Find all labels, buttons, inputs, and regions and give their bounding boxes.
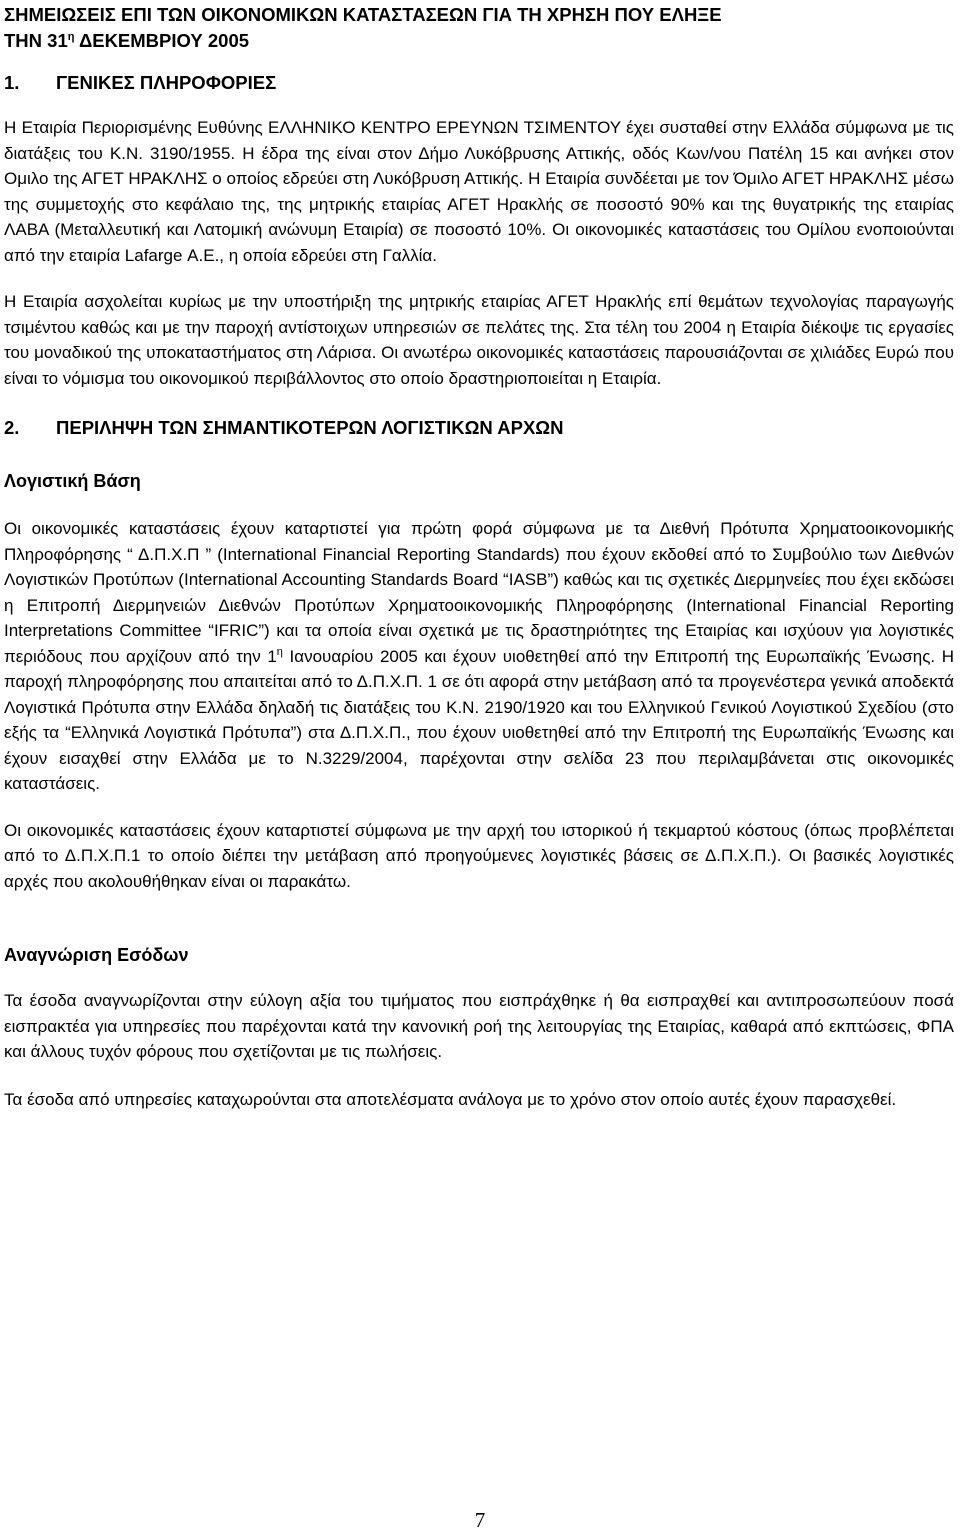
document-page: [4, 0, 954, 1112]
section-2-paragraph-2: Οι οικονομικές καταστάσεις έχουν καταρτιστεί σύμφωνα με την αρχή του ιστορικού ή τεκμαρτού κόστους (όπως προβλέπεται από το Δ.Π.Χ.Π.1 το οποίο διέπει την μετάβαση από προηγούμενες λογιστικές βάσεις σε Δ.Π.Χ.Π.). Οι βασικές λογιστικές αρχές που ακολουθήθηκαν είναι οι παρακάτω.: [4, 820, 954, 891]
subheading-revenue-recognition: Αναγνώριση Εσόδων: [4, 945, 189, 965]
section-2-heading: [4, 415, 954, 441]
title-line-2-suffix: ΔΕΚΕΜΒΡΙΟΥ 2005: [74, 30, 250, 51]
section-2-paragraph-3: Τα έσοδα αναγνωρίζονται στην εύλογη αξία του τιμήματος που εισπράχθηκε ή θα εισπραχθεί και αντιπροσωπεύουν ποσά εισπρακτέα για υπηρεσίες που παρέχονται κατά την κανονική ροή της λειτουργίας της Εταιρίας, καθαρά από εκπτώσεις, ΦΠΑ και άλλους τυχόν φόρους που σχετίζονται με τις πωλήσεις.: [4, 991, 954, 1061]
title-line-1: ΣΗΜΕΙΩΣΕΙΣ ΕΠΙ ΤΩΝ ΟΙΚΟΝΟΜΙΚΩΝ ΚΑΤΑΣΤΑΣΕΩΝ ΓΙΑ ΤΗ ΧΡΗΣΗ ΠΟΥ ΕΛΗΞΕ: [4, 4, 722, 25]
section-1-paragraph-1: Η Εταιρία Περιορισμένης Ευθύνης ΕΛΛΗΝΙΚΟ ΚΕΝΤΡΟ ΕΡΕΥΝΩΝ ΤΣΙΜΕΝΤΟΥ έχει συσταθεί στην Ελλάδα σύμφωνα με τις διατάξεις του Κ.Ν. 3190/1955. Η έδρα της είναι στον Δήμο Λυκόβρυσης Αττικής, οδός Κων/νου Πατέλη 15 και ανήκει στον Ομιλο της ΑΓΕΤ ΗΡΑΚΛΗΣ ο οποίος εδρεύει στη Λυκόβρυση Αττικής. Η Εταιρία συνδέεται με τον Όμιλο ΑΓΕΤ ΗΡΑΚΛΗΣ μέσω της συμμετοχής στο κεφάλαιο της, της μητρικής εταιρίας ΑΓΕΤ Ηρακλής σε ποσοστό 90% και της θυγατρικής της εταιρίας ΛΑΒΑ (Μεταλλευτική και Λατομική ανώνυμη Εταιρία) σε ποσοστό 10%. Οι οικονομικές καταστάσεις του Ομίλου ενοποιούνται από την εταιρία Lafarge Α.Ε., η οποία εδρεύει στη Γαλλία.: [4, 118, 954, 265]
section-1-title: ΓΕΝΙΚΕΣ ΠΛΗΡΟΦΟΡΙΕΣ: [56, 72, 277, 93]
section-1-paragraph-2: Η Εταιρία ασχολείται κυρίως με την υποστήριξη της μητρικής εταιρίας ΑΓΕΤ Ηρακλής επί θεμάτων τεχνολογίας παραγωγής τσιμέντου καθώς και με την παροχή αντίστοιχων υπηρεσιών σε πελάτες της. Στα τέλη του 2004 η Εταιρία διέκοψε τις εργασίες του μοναδικού της υποκαταστήματος στη Λάρισα. Οι ανωτέρω οικονομικές καταστάσεις παρουσιάζονται σε χιλιάδες Ευρώ που είναι το νόμισμα του οικονομικού περιβάλλοντος στο οποίο δραστηριοποιείται η Εταιρία.: [4, 292, 954, 388]
section-2-title: ΠΕΡΙΛΗΨΗ ΤΩΝ ΣΗΜΑΝΤΙΚΟΤΕΡΩΝ ΛΟΓΙΣΤΙΚΩΝ ΑΡΧΩΝ: [56, 417, 564, 438]
section-1-number: 1.: [4, 72, 20, 93]
section-2-paragraph-4: Τα έσοδα από υπηρεσίες καταχωρούνται στα αποτελέσματα ανάλογα με το χρόνο στον οποίο αυτές έχουν παρασχεθεί.: [4, 1089, 897, 1109]
section-1-heading: [4, 70, 954, 96]
subheading-accounting-basis: Λογιστική Βάση: [4, 471, 141, 491]
paragraph-1-text-a: Οι οικονομικές καταστάσεις έχουν καταρτιστεί για πρώτη φορά σύμφωνα με τα Διεθνή Πρότυπα Χρηματοοικονομικής Πληροφόρησης “ Δ.Π.Χ.Π ” (International Financial Reporting Standards) που έχουν εκδοθεί από το Συμβούλιο των Διεθνών Λογιστικών Προτύπων (International Accounting Standards Board “IASB”) καθώς και τις σχετικές Διερμηνείες που έχει εκδώσει η Επιτροπή Διερμηνειών Διεθνών Προτύπων Χρηματοοικονομικής Πληροφόρησης (International Financial Reporting Interpretations Committee “IFRIC”) και τα οποία είναι σχετικά με τις δραστηριότητες της Εταιρίας και ισχύουν για λογιστικές περιόδους που αρχίζουν από την 1: [4, 519, 954, 666]
paragraph-1-text-b: Ιανουαρίου 2005 και έχουν υιοθετηθεί από την Επιτροπή της Ευρωπαϊκής Ένωσης. Η παροχή πληροφόρησης που απαιτείται από το Δ.Π.Χ.Π. 1 σε ότι αφορά στην μετάβαση από τα προγενέστερα γενικά αποδεκτά Λογιστικά Πρότυπα στην Ελλάδα δηλαδή τις διατάξεις του Κ.Ν. 2190/1920 και του Ελληνικού Γενικού Λογιστικού Σχεδίου (στο εξής τα “Ελληνικά Λογιστικά Πρότυπα”) στα Δ.Π.Χ.Π., που έχουν υιοθετηθεί από την Επιτροπή της Ευρωπαϊκής Ένωσης και έχουν εισαχθεί στην Ελλάδα με το Ν.3229/2004, παρέχονται στην σελίδα 23 που περιλαμβάνεται στις οικονομικές καταστάσεις.: [4, 646, 954, 793]
ordinal-superscript: η: [276, 645, 283, 658]
section-2-number: 2.: [4, 417, 20, 438]
title-line-2-prefix: ΤΗΝ 31: [4, 30, 68, 51]
section-2-paragraph-1: [4, 516, 954, 797]
title-ordinal-superscript: η: [67, 31, 75, 43]
document-title: [4, 2, 954, 54]
page-number: 7: [474, 1508, 486, 1532]
